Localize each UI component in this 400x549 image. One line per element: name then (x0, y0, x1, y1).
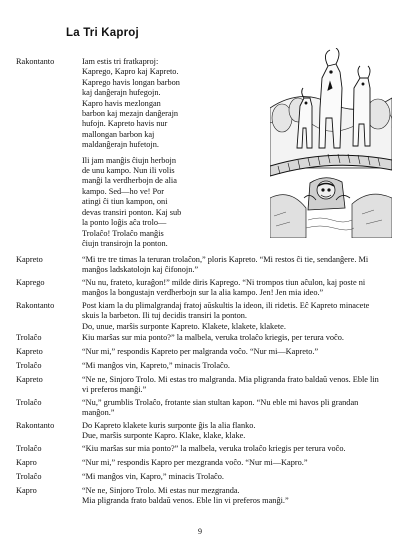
text-line: “Nur mi,” respondis Kapro per mezgranda voĉo. “Nur mi—Kapro.” (82, 458, 308, 467)
text-line: kampo. Sed—ho ve! Por (82, 186, 165, 196)
dialogue-paragraph (82, 278, 388, 299)
text-line: vi preferos manĝi.” (82, 385, 147, 395)
dialogue-paragraph (82, 444, 388, 454)
text-line: “Kiu marŝas sur mia ponto?” la malbela, veruka trolaĉo kriegis per terura voĉo. (82, 444, 346, 453)
text-line: “Ne ne, Sinjoro Trolo. Mi estas nur mezgranda. (82, 486, 240, 495)
text-line: “Ne ne, Sinjoro Trolo. Mi estas tro malgranda. Mia pligranda frato baldaŭ venos. Eble lin (82, 375, 379, 384)
text-line: manĝi la verdherbojn de alia (82, 176, 177, 186)
dialogue-paragraph (82, 301, 388, 332)
speaker-label: Kapreto (16, 347, 43, 356)
dialogue-paragraph (82, 333, 388, 343)
story-title: La Tri Kaproj (66, 27, 139, 39)
speaker-label: Kaprego (16, 278, 45, 287)
speaker-label: Trolaĉo (16, 444, 42, 453)
text-line: devas transiri ponton. Kaj sub (82, 207, 182, 217)
text-line: Due, marŝis surponte Kapro. Klake, klake, klake. (82, 431, 246, 441)
dialogue-paragraph (82, 458, 388, 468)
text-line: Do Kapreto klakete kuris surponte ĝis la alia flanko. (82, 421, 256, 430)
text-line: Kapro havis mezlongan (82, 98, 161, 108)
speaker-label: Rakontanto (16, 57, 55, 66)
text-line: mallongan barbon kaj (82, 129, 155, 139)
text-line: Do, unue, marŝis surponte Kapreto. Klakete, klakete, klakete. (82, 321, 286, 331)
text-line: maldanĝerajn hufetojn. (82, 140, 159, 150)
dialogue-paragraph (82, 486, 388, 507)
text-line: Kiu marŝas sur mia ponto?” la malbela, veruka trolaĉo kriegis, per terura voĉo. (82, 333, 344, 342)
text-line: Kaprego, Kapro kaj Kapreto. (82, 67, 179, 77)
text-line: Ili jam manĝis ĉiujn herbojn (82, 155, 177, 165)
dialogue-paragraph (82, 375, 388, 396)
text-line: Iam estis tri fratkaproj: (82, 57, 159, 66)
speaker-label: Kapro (16, 486, 37, 495)
dialogue-paragraph (82, 421, 388, 442)
speaker-label: Trolaĉo (16, 361, 42, 370)
text-line: “Nu nu, frateto, kuraĝon!” milde diris Kaprego. “Ni trompos tiun aĉulon, kaj poste ni (82, 278, 366, 287)
text-line: “Nu,” grumblis Trolaĉo, frotante sian stultan kapon. “Nu eble mi havos pli grandan (82, 398, 359, 407)
speaker-label: Rakontanto (16, 421, 55, 430)
text-line: Trolaĉo! Trolaĉo manĝis (82, 228, 164, 238)
text-line: de unu kampo. Nun ili volis (82, 166, 175, 176)
speaker-label: Kapreto (16, 375, 43, 384)
text-line: “Mi manĝos vin, Kapro,” minacis Trolaĉo. (82, 472, 224, 481)
dialogue-paragraph (82, 347, 388, 357)
goats-bridge-troll-illustration (270, 48, 392, 238)
text-line: manĝos ladskatolojn kaj ĉifonojn.” (82, 265, 199, 275)
text-line: manĝos la bongustajn verdherbojn sur la alia kampo. Jen! Jen mia ideo.” (82, 288, 324, 298)
text-line: ĉiujn transirojn la ponton. (82, 238, 168, 248)
dialogue-paragraph (82, 57, 262, 249)
text-line: kaj danĝerajn hufegojn. (82, 88, 161, 98)
text-line: Kaprego havis longan barbon (82, 77, 180, 87)
text-line: Post kiam la du plimalgrandaj fratoj aŭskultis la ideon, ili ridetis. Eĉ Kapreto minacete (82, 301, 370, 310)
text-line: barbon kaj mezajn danĝerajn (82, 109, 179, 119)
speaker-label: Trolaĉo (16, 333, 42, 342)
speaker-label: Trolaĉo (16, 398, 42, 407)
speaker-label: Kapro (16, 458, 37, 467)
page-number: 9 (198, 527, 202, 536)
text-line: skuis la barbeton. Ili tuj decidis transiri la ponton. (82, 311, 247, 321)
dialogue-paragraph (82, 361, 388, 371)
text-line: “Nur mi,” respondis Kapreto per malgranda voĉo. “Nur mi—Kapreto.” (82, 347, 319, 356)
speaker-label: Trolaĉo (16, 472, 42, 481)
text-line: “Mi tre tre timas la teruran trolaĉon,” ploris Kapreto. “Mi restos ĉi tie, sendanĝere. Mi (82, 255, 369, 264)
text-line: “Mi manĝos vin, Kapreto,” minacis Trolaĉo. (82, 361, 230, 370)
speaker-label: Rakontanto (16, 301, 55, 310)
text-line: atingi ĉi tiun kampon, oni (82, 197, 168, 207)
dialogue-paragraph (82, 398, 388, 419)
text-line: Mia pligranda frato baldaŭ venos. Eble lin vi preferos manĝi.” (82, 496, 289, 506)
text-line: manĝon.” (82, 408, 115, 418)
speaker-label: Kapreto (16, 255, 43, 264)
text-line: hufojn. Kapreto havis nur (82, 119, 168, 129)
text-line: la ponto loĝis aĉa trolo— (82, 218, 167, 228)
dialogue-paragraph (82, 255, 388, 276)
dialogue-paragraph (82, 472, 388, 482)
